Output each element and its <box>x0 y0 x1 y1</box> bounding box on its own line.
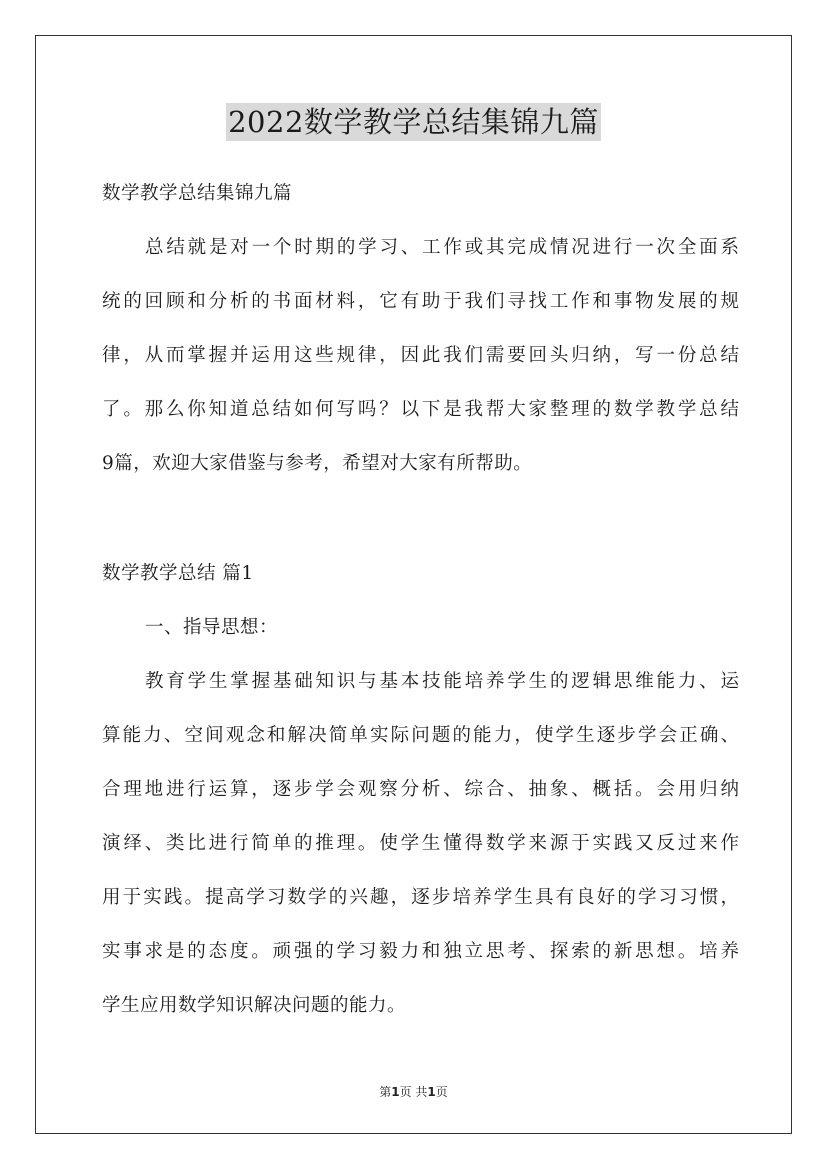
intro-line: 律，从而掌握并运用这些规律，因此我们需要回头归纳，写一份总结 <box>102 345 739 366</box>
page-footer <box>0 1084 827 1100</box>
body-line: 教育学生掌握基础知识与基本技能培养学生的逻辑思维能力、运 <box>145 671 739 692</box>
body-line: 学生应用数学知识解决问题的能力。 <box>102 995 407 1016</box>
body-line: 实事求是的态度。顽强的学习毅力和独立思考、探索的新思想。培养 <box>102 941 739 962</box>
body-line: 演绎、类比进行简单的推理。使学生懂得数学来源于实践又反过来作 <box>102 833 739 854</box>
intro-line: 总结就是对一个时期的学习、工作或其完成情况进行一次全面系 <box>145 237 739 258</box>
footer-page-total: 1 <box>427 1085 436 1099</box>
intro-line: 统的回顾和分析的书面材料，它有助于我们寻找工作和事物发展的规 <box>102 291 739 312</box>
document-title: 2022数学教学总结集锦九篇 <box>228 105 599 139</box>
body-line: 合理地进行运算，逐步学会观察分析、综合、抽象、概括。会用归纳 <box>102 779 739 800</box>
footer-page-prefix: 第 <box>379 1085 392 1099</box>
document-subtitle: 数学教学总结集锦九篇 <box>102 183 293 204</box>
footer-page-suffix: 页 <box>435 1085 448 1099</box>
section-subheading: 一、指导思想： <box>145 617 279 638</box>
footer-page-mid: 页 共 <box>399 1085 428 1099</box>
intro-line: 了。那么你知道总结如何写吗？以下是我帮大家整理的数学教学总结 <box>102 399 739 420</box>
body-line: 用于实践。提高学习数学的兴趣，逐步培养学生具有良好的学习习惯， <box>102 887 739 908</box>
body-line: 算能力、空间观念和解决简单实际问题的能力，使学生逐步学会正确、 <box>102 725 739 746</box>
section-heading: 数学教学总结 篇1 <box>102 563 254 584</box>
title-wrap <box>0 103 827 141</box>
intro-line: 9篇，欢迎大家借鉴与参考，希望对大家有所帮助。 <box>102 453 533 474</box>
footer-page-current: 1 <box>391 1085 400 1099</box>
